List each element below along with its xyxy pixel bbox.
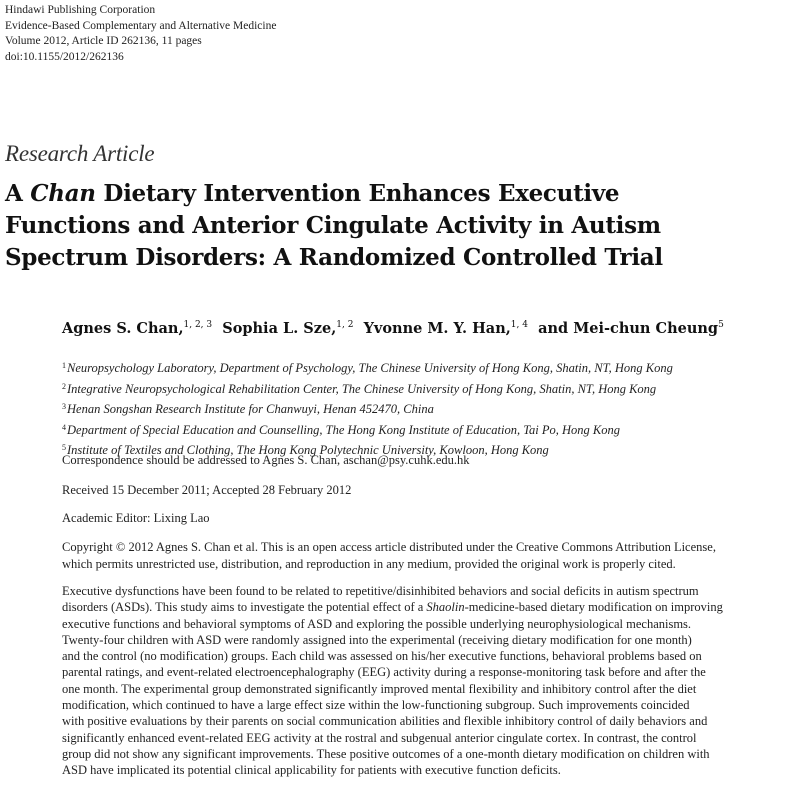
affiliation-list bbox=[62, 357, 673, 460]
title-line-2: Functions and Anterior Cingulate Activity in Autism bbox=[5, 212, 661, 239]
journal-header bbox=[5, 3, 276, 65]
paper-title bbox=[5, 178, 765, 274]
copyright-notice: Copyright © 2012 Agnes S. Chan et al. This is an open access article distributed under the Creative Commons Attribution License, which permits unrestricted use, distribution, and reproduction in any medium, provided the original work is properly cited. bbox=[62, 540, 716, 571]
affiliation: $^2$Integrative Neuropsychological Rehabilitation Center, The Chinese University of Hong Kong, Shatin, NT, Hong Kong bbox=[62, 381, 657, 396]
title-line-1: A Chan Dietary Intervention Enhances Executive bbox=[5, 180, 620, 207]
affiliation: $^5$Institute of Textiles and Clothing, The Hong Kong Polytechnic University, Kowloon, Hong Kong bbox=[62, 443, 549, 457]
volume-line: Volume 2012, Article ID 262136, 11 pages bbox=[5, 35, 202, 47]
affiliation: $^4$Department of Special Education and Counselling, The Hong Kong Institute of Education, Tai Po, Hong Kong bbox=[62, 422, 620, 437]
affiliation: $^1$Neuropsychology Laboratory, Department of Psychology, The Chinese University of Hong Kong, Shatin, NT, Hong Kong bbox=[62, 361, 673, 375]
academic-editor: Academic Editor: Lixing Lao bbox=[62, 511, 210, 525]
affiliation: $^3$Henan Songshan Research Institute for Chanwuyi, Henan 452470, China bbox=[62, 402, 434, 416]
author: and Mei-chun Cheung$^5$ bbox=[538, 320, 724, 337]
publisher-line: Hindawi Publishing Corporation bbox=[5, 4, 156, 16]
author: Sophia L. Sze,$^{1, 2}$ bbox=[222, 320, 354, 337]
abstract-emphasis: Shaolin bbox=[426, 600, 465, 615]
title-line-3: Spectrum Disorders: A Randomized Controlled Trial bbox=[5, 244, 663, 271]
author: Agnes S. Chan,$^{1, 2, 3}$ bbox=[62, 320, 213, 337]
journal-name: Evidence-Based Complementary and Alternative Medicine bbox=[5, 19, 277, 32]
article-type: Research Article bbox=[5, 141, 155, 166]
title-emphasis: Chan bbox=[30, 180, 96, 207]
doi-link[interactable]: doi:10.1155/2012/262136 bbox=[5, 50, 124, 63]
author: Yvonne M. Y. Han,$^{1, 4}$ bbox=[363, 320, 528, 337]
correspondence: Correspondence should be addressed to Agnes S. Chan, aschan@psy.cuhk.edu.hk bbox=[62, 453, 470, 467]
received-dates: Received 15 December 2011; Accepted 28 February 2012 bbox=[62, 483, 352, 497]
author-list bbox=[62, 320, 724, 337]
abstract: Executive dysfunctions have been found to be related to repetitive/disinhibited behaviors and social deficits in autism spectrum disorders (ASDs). This study aims to investigate the potential effect of a Shaolin-medicine-based dietary modification on improving executive functions and behavioral symptoms of ASD and exploring the possible underlying neurophysiological mechanisms. Twenty-four children with ASD were randomly assigned into the experimental (receiving dietary modification for one month) and the control (no modification) groups. Each child was assessed on his/her executive functions, behavioral problems based on parental ratings, and event-related electroencephalography (EEG) activity during a response-monitoring task before and after the one month. The experimental group demonstrated significantly improved mental flexibility and inhibitory control after the diet modification, which continued to have a large effect size within the low-functioning subgroup. Such improvements coincided with positive evaluations by their parents on social communication abilities and flexible inhibitory control of daily behaviors and significantly enhanced event-related EEG activity at the rostral and subgenual anterior cingulate cortex. In contrast, the control group did not show any significant improvements. These positive outcomes of a one-month dietary modification on children with ASD have implicated its potential clinical applicability for patients with executive function deficits. bbox=[62, 584, 723, 778]
